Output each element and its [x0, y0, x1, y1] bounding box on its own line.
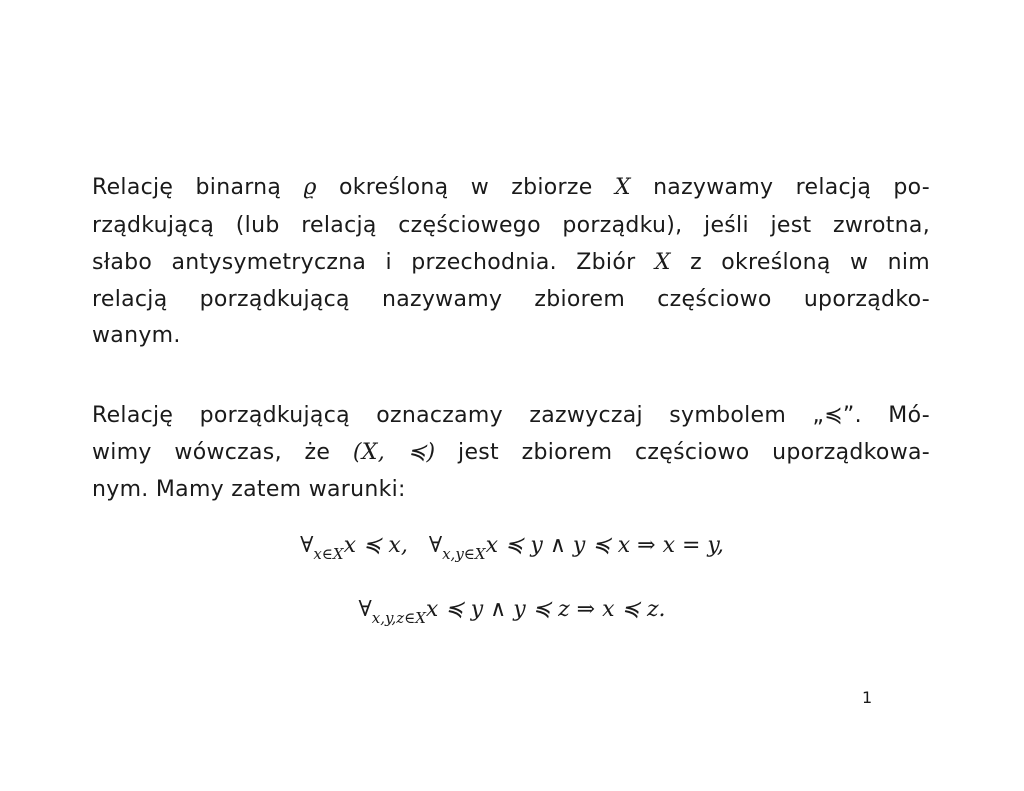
math-X: X — [614, 175, 631, 200]
paragraph-2-line-3 — [92, 477, 930, 503]
formula-expression: x ≼ x, — [343, 533, 408, 558]
paragraph-1-line-2 — [92, 213, 930, 239]
formula-expression: x ≼ y ∧ y ≼ z ⇒ x ≼ z. — [425, 597, 666, 622]
forall-symbol: ∀ — [428, 533, 443, 558]
text-span: jest zbiorem częściowo uporządkowa- — [458, 440, 931, 465]
text-span: nazywamy relacją po- — [653, 175, 931, 200]
text-span: rządkującą (lub relacją częściowego porządku), jeśli jest zwrotna, — [92, 213, 930, 238]
quantifier-subscript: x,y,z∈X — [371, 609, 426, 627]
forall-symbol: ∀ — [300, 533, 314, 558]
paragraph-1-line-3 — [92, 250, 930, 276]
math-preceq-symbol: ≼ — [824, 403, 843, 428]
paragraph-2-line-1 — [92, 403, 930, 429]
paragraph-1-line-4 — [92, 287, 930, 313]
text-span: Relację porządkującą oznaczamy zazwyczaj symbolem „ — [92, 403, 825, 428]
text-span: nym. Mamy zatem warunki: — [92, 477, 406, 502]
text-span: ”. Mó- — [842, 403, 930, 428]
text-span: wanym. — [92, 323, 181, 348]
text-span: relacją porządkującą nazywamy zbiorem częściowo uporządko- — [92, 287, 930, 312]
paragraph-1-line-1 — [92, 175, 930, 201]
math-ordered-pair: (X, ≼) — [352, 440, 436, 465]
text-span: z określoną w nim — [690, 250, 931, 275]
text-span: słabo antysymetryczna i przechodnia. Zbiór — [92, 250, 636, 275]
formula-reflexive-antisymmetric — [0, 532, 1024, 563]
text-span: Relację binarną — [92, 175, 282, 200]
math-rho: ϱ — [303, 175, 317, 200]
formula-expression: x ≼ y ∧ y ≼ x ⇒ x = y, — [485, 533, 724, 558]
forall-symbol: ∀ — [358, 597, 372, 622]
paragraph-2-line-2 — [92, 440, 930, 466]
paragraph-1-line-5 — [92, 323, 930, 349]
text-span: wimy wówczas, że — [92, 440, 331, 465]
text-span: określoną w zbiorze — [338, 175, 593, 200]
quantifier-subscript: x∈X — [313, 545, 344, 563]
math-X: X — [654, 250, 671, 275]
page-number: 1 — [862, 688, 873, 707]
quantifier-subscript: x,y∈X — [442, 545, 486, 563]
formula-transitive — [0, 596, 1024, 627]
